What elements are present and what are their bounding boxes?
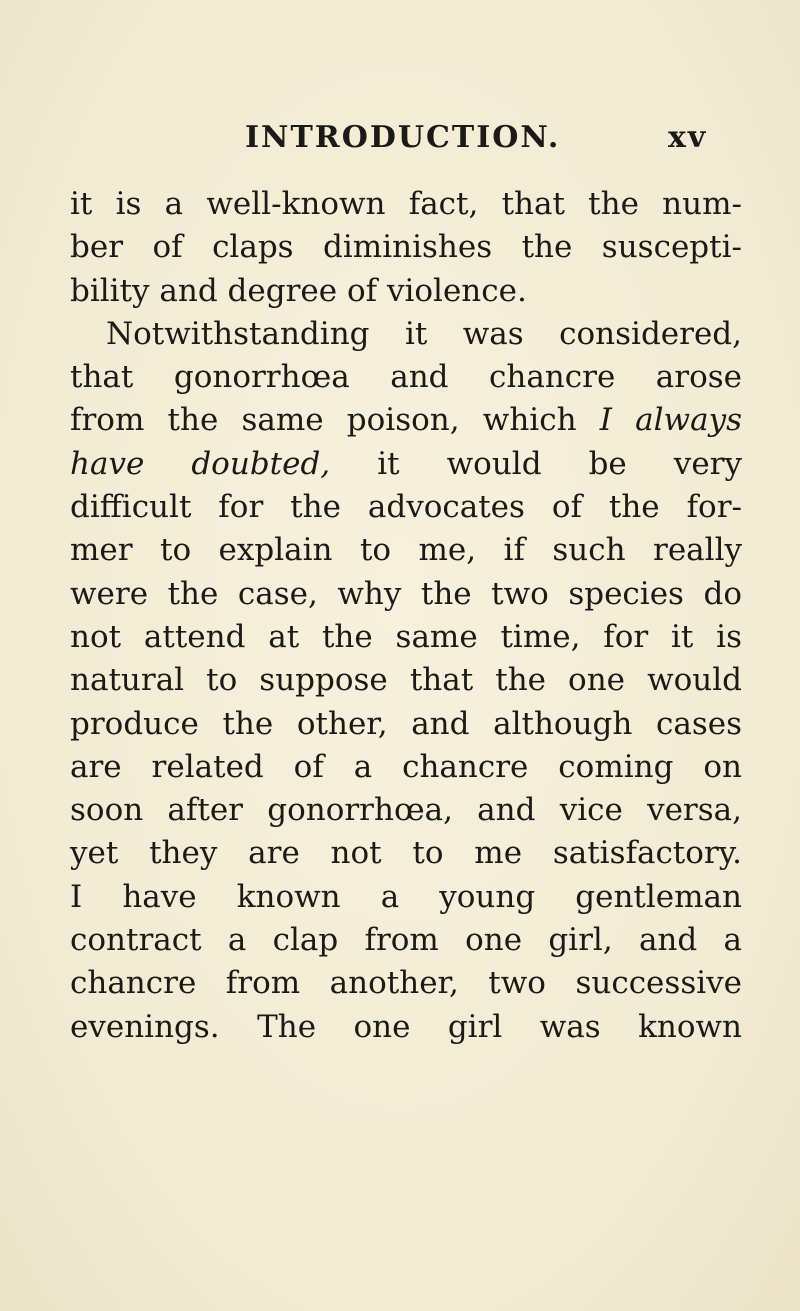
text-line: soon after gonorrhœa, and vice versa, [70,792,742,829]
text-fragment: it would be very [377,445,742,482]
text-line [70,443,742,486]
text-line: Notwithstanding it was considered, [106,315,742,352]
text-line: it is a well-known fact, that the num- [70,186,742,222]
page-number: xv [668,120,708,155]
text-line: mer to explain to me, if such really [70,532,742,569]
text-line: contract a clap from one girl, and a [70,922,742,959]
body-text [70,183,742,1049]
text-line: bility and degree of violence. [70,272,527,309]
text-line: chancre from another, two successive [70,965,742,1002]
running-head-title: INTRODUCTION. [245,120,561,155]
text-line: difficult for the advocates of the for- [70,489,742,526]
text-line: ber of claps diminishes the suscepti- [70,229,742,266]
text-line: natural to suppose that the one would [70,662,742,699]
text-line: evenings. The one girl was known [70,1008,742,1045]
text-line [70,399,742,442]
text-line: not attend at the same time, for it is [70,618,742,655]
text-line: that gonorrhœa and chancre arose [70,359,742,396]
italic-fragment: have doubted, [70,445,331,482]
text-line: yet they are not to me satisfactory. [70,835,742,872]
running-head [0,120,800,160]
text-line: produce the other, and although cases [70,705,742,742]
italic-fragment: I always [599,402,742,439]
text-line: are related of a chancre coming on [70,748,742,785]
text-fragment: from the same poison, which [70,402,577,439]
text-line: I have known a young gentleman [70,878,742,915]
text-line: were the case, why the two species do [70,575,742,612]
